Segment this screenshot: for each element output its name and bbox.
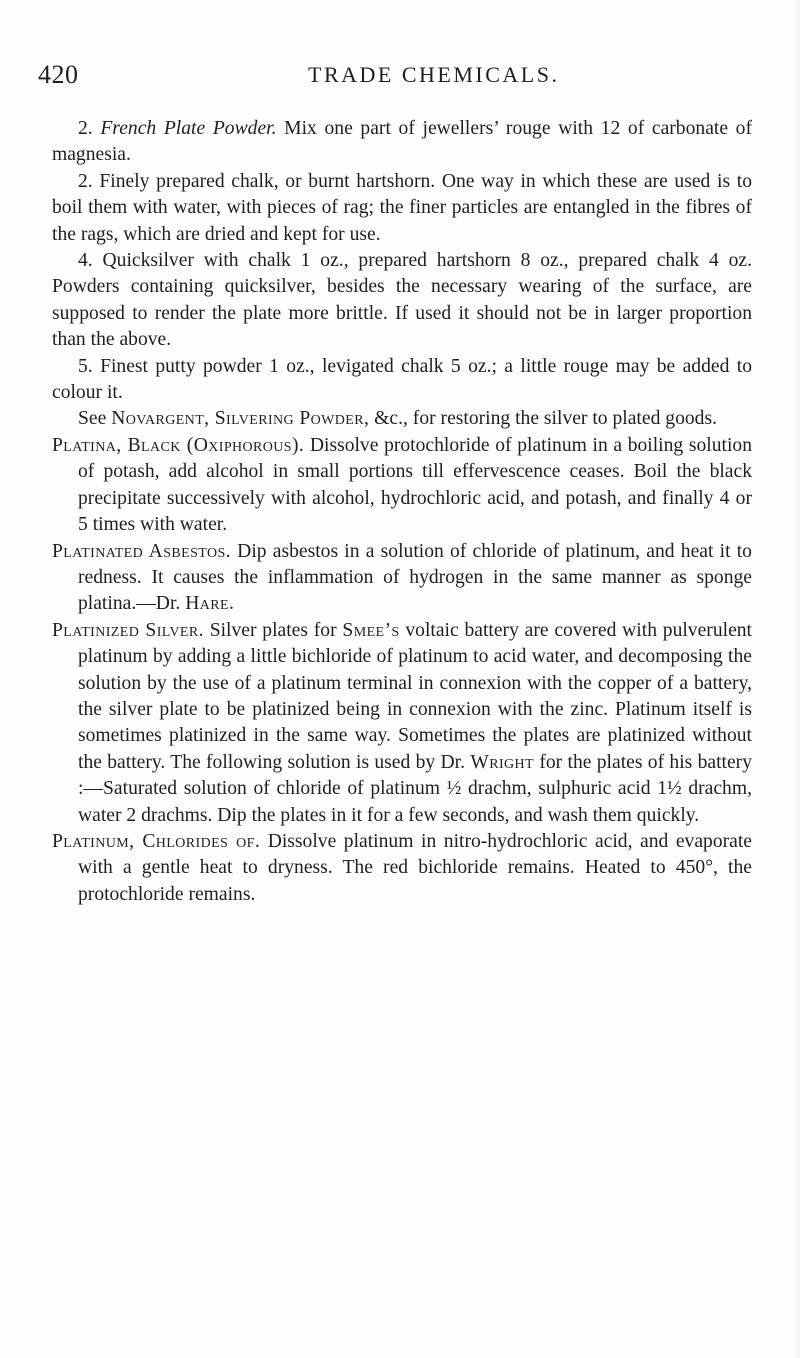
author-name: Wright [470,751,535,773]
body-text [52,116,752,908]
cross-reference: Novargent, Silvering Powder, [111,408,370,430]
entry-text: Dip asbestos in a solution of chloride of platinum, and heat it to redness. It causes the inflammation of hydrogen in the same manner as sponge platina.—Dr. [78,540,752,615]
paragraph-prepared-chalk: 2. Finely prepared chalk, or burnt hartshorn. One way in which these are used is to boil them with water, with pieces of rag; the finer particles are entangled in the fibres of the rags, which are dried and kept for use. [52,170,752,245]
item-number: 2. [78,118,101,139]
paragraph-see-also [52,406,752,432]
item-title: French Plate Powder. [100,118,277,139]
entry-text: Silver plates for [203,619,343,641]
entry-platinated-asbestos [52,539,752,618]
entry-heading: Platinated Asbestos. [52,540,231,562]
paragraph-putty-powder: 5. Finest putty powder 1 oz., levigated chalk 5 oz.; a little rouge may be added to colour it. [52,355,752,404]
entry-platina-black [52,433,752,539]
entry-text: Dissolve platinum in nitro-hydrochloric acid, and evaporate with a gentle heat to dryness. The red bichloride remains. Heated to 450°, the protochloride remains. [78,830,752,905]
paragraph-text: &c., for restoring the silver to plated goods. [369,408,717,430]
see-label: See [78,408,112,430]
paragraph-french-plate-powder [52,116,752,169]
running-title: TRADE CHEMICALS. [308,62,560,87]
entry-heading: Platinized Silver. [52,619,204,641]
paragraph-quicksilver: 4. Quicksilver with chalk 1 oz., prepared hartshorn 8 oz., prepared chalk 4 oz. Powders containing quicksilver, besides the necessary wearing of the surface, are supposed to render the plate more brittle. If used it should not be in larger proportion than the above. [52,250,752,351]
paragraph-text: Mix one part of jewellers’ rouge with 12 of carbonate of magnesia. [52,118,752,166]
page-number: 420 [38,60,79,89]
running-head [38,60,760,96]
entry-text: voltaic battery are covered with pulverulent platinum by adding a little bichloride of platinum to acid water, and decomposing the solution by the use of a platinum terminal in connexion with the copper of a battery, the silver plate to be platinized being in connexion with the zinc. Platinum itself is sometimes platinized in the same way. Sometimes the plates are platinized without the battery. The following solution is used by Dr. [78,619,753,773]
entry-platinum-chlorides [52,829,752,908]
page-edge-shadow [794,0,800,1358]
entry-heading: Platinum, Chlorides of. [52,830,261,852]
entry-platinized-silver [52,618,752,829]
person-name: Smee’s [342,619,400,641]
entry-text: Dissolve protochloride of platinum in a boiling solution of potash, add alcohol in small portions till effervescence ceases. Boil the black precipitate successively with alcohol, hydrochloric acid, and potash, and finally 4 or 5 times with water. [78,434,752,536]
author-name: Hare. [185,593,235,615]
entry-text: for the plates of his battery :—Saturated solution of chloride of platinum ½ drachm, sulphuric acid 1½ drachm, water 2 drachms. Dip the plates in it for a few seconds, and wash them quickly. [78,751,752,826]
entry-heading: Platina, Black (Oxiphorous). [52,434,305,456]
